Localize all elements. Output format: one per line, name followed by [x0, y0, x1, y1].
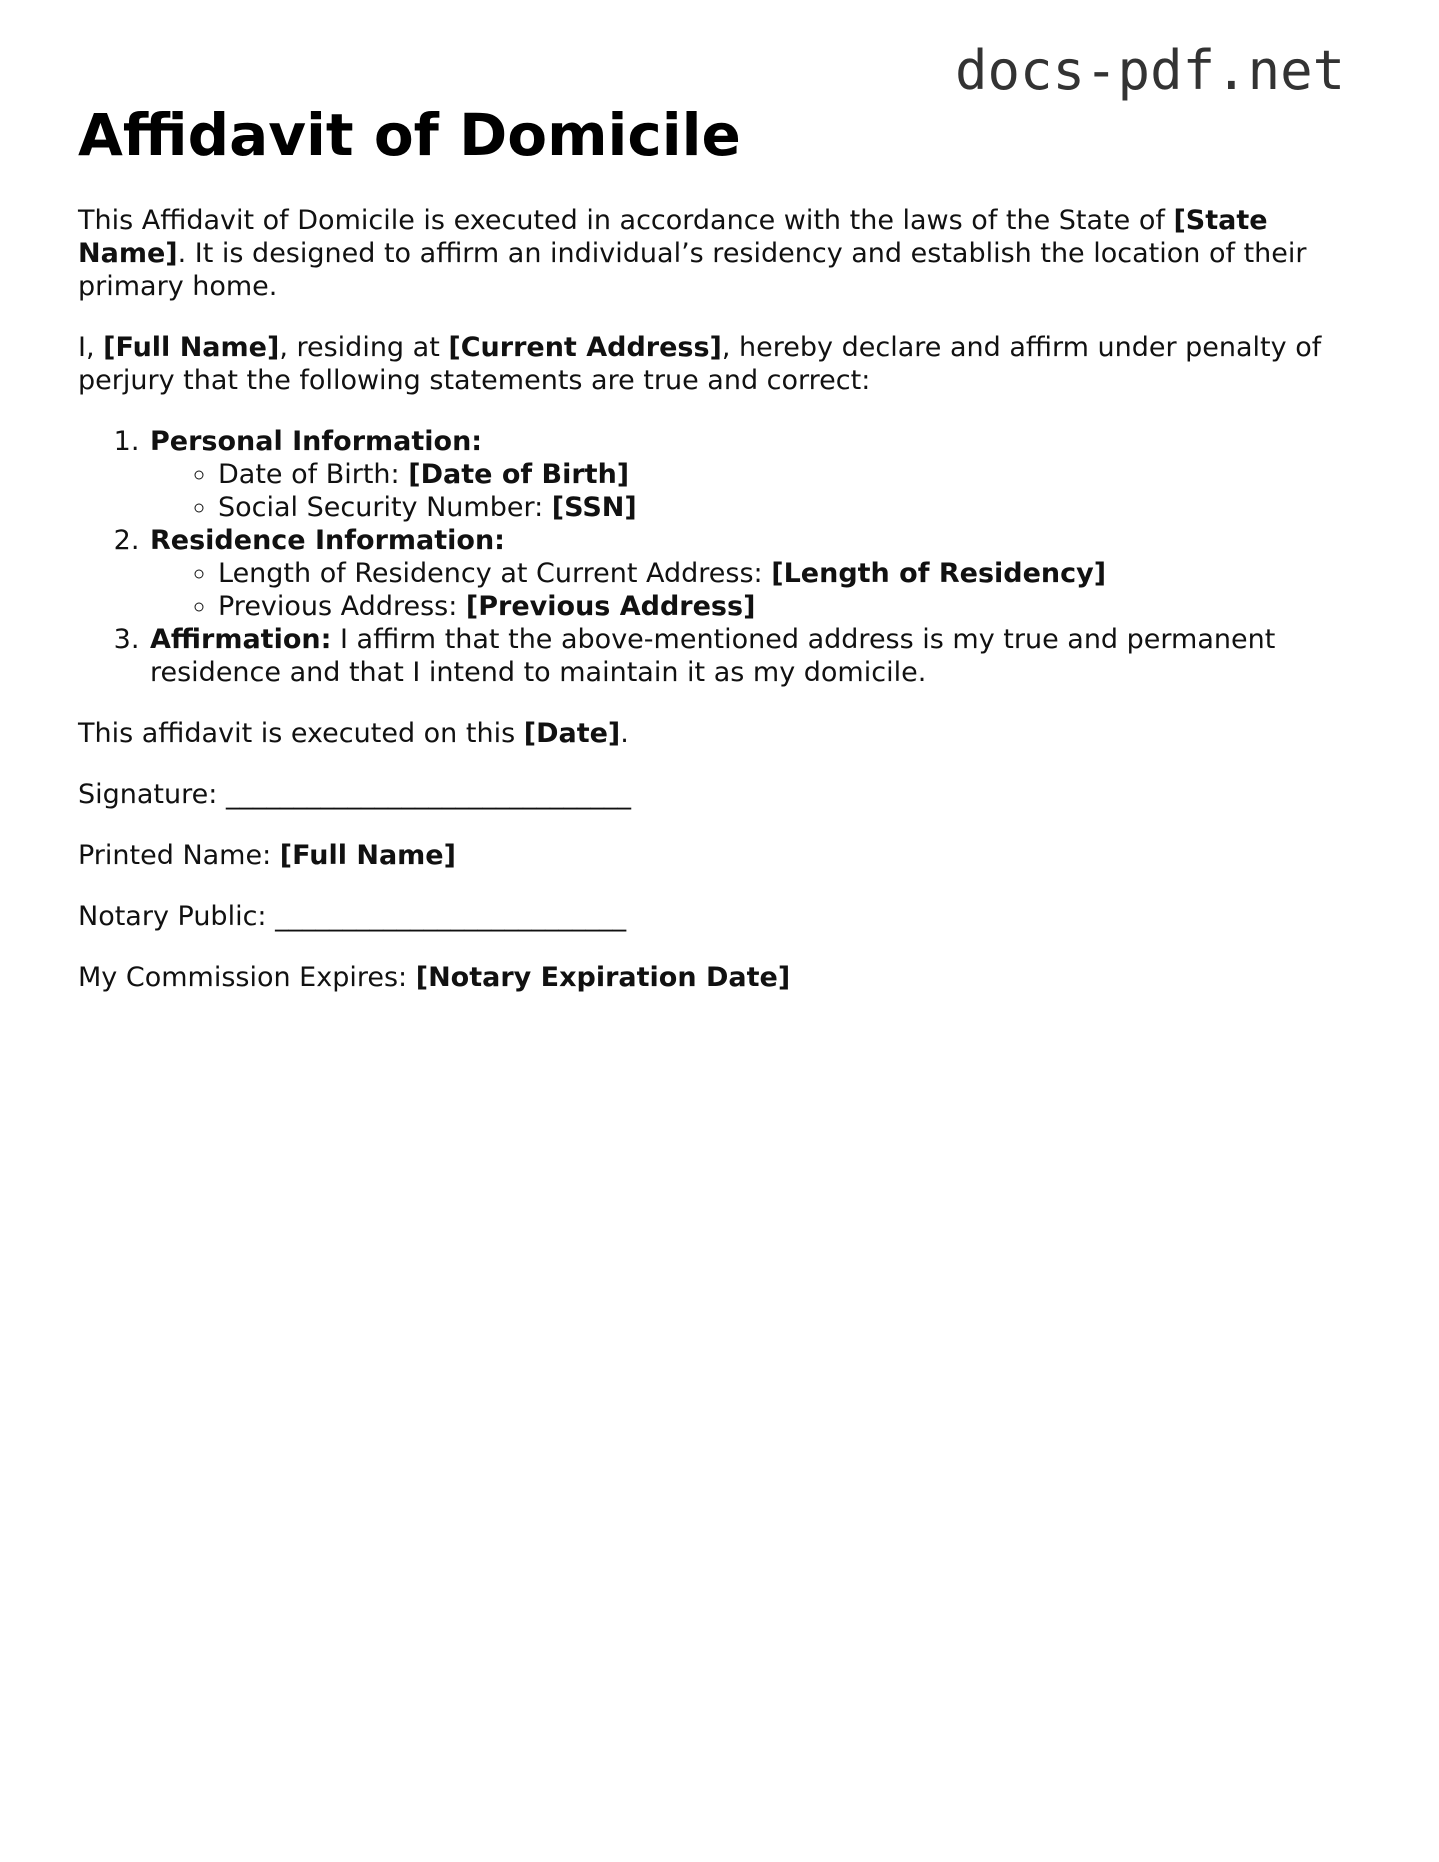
personal-information-heading: Personal Information: — [150, 426, 483, 457]
list-item-residence-information — [148, 524, 1368, 623]
previous-address-label: Previous Address: — [218, 591, 466, 622]
affirmation-heading: Affirmation: — [150, 624, 332, 655]
sub-item-ssn — [218, 491, 1368, 524]
intro-text-after: . It is designed to affirm an individual’s residency and establish the location of their primary home. — [78, 238, 1307, 302]
current-address-placeholder: [Current Address] — [448, 332, 722, 363]
signature-line — [78, 778, 1368, 811]
notary-expiration-placeholder: [Notary Expiration Date] — [415, 962, 791, 993]
residence-information-heading: Residence Information: — [150, 525, 505, 556]
execution-paragraph — [78, 717, 1368, 750]
declaration-paragraph — [78, 331, 1368, 397]
sub-item-length-of-residency — [218, 557, 1368, 590]
list-item-affirmation — [148, 623, 1368, 689]
ssn-label: Social Security Number: — [218, 492, 552, 523]
statement-list — [78, 425, 1368, 689]
notary-public-blank[interactable]: __________________________ — [275, 901, 627, 932]
commission-expires-line — [78, 961, 1368, 994]
notary-public-label: Notary Public: — [78, 901, 276, 932]
execution-text-before: This affidavit is executed on this — [78, 718, 524, 749]
ssn-placeholder: [SSN] — [551, 492, 637, 523]
date-of-birth-placeholder: [Date of Birth] — [408, 459, 630, 490]
printed-name-label: Printed Name: — [78, 840, 280, 871]
signature-label: Signature: — [78, 779, 226, 810]
declaration-middle: , residing at — [279, 332, 449, 363]
execution-text-after: . — [620, 718, 629, 749]
date-placeholder: [Date] — [523, 718, 621, 749]
commission-expires-label: My Commission Expires: — [78, 962, 416, 993]
sub-item-previous-address — [218, 590, 1368, 623]
length-of-residency-placeholder: [Length of Residency] — [771, 558, 1107, 589]
notary-public-line — [78, 900, 1368, 933]
affirmation-text: I affirm that the above-mentioned address is my true and permanent residence and that I intend to maintain it as my domicile. — [150, 624, 1276, 688]
state-name-placeholder: [State Name] — [78, 205, 1268, 269]
declaration-prefix: I, — [78, 332, 104, 363]
date-of-birth-label: Date of Birth: — [218, 459, 409, 490]
signature-blank[interactable]: ______________________________ — [225, 779, 631, 810]
printed-name-placeholder: [Full Name] — [279, 840, 456, 871]
residence-information-sublist — [150, 557, 1368, 623]
sub-item-date-of-birth — [218, 458, 1368, 491]
list-item-personal-information — [148, 425, 1368, 524]
intro-paragraph — [78, 204, 1368, 303]
document-body — [78, 100, 1368, 994]
intro-text-before: This Affidavit of Domicile is executed in accordance with the laws of the State of — [78, 205, 1174, 236]
declaration-suffix: , hereby declare and affirm under penalty of perjury that the following statements are true and correct: — [78, 332, 1322, 396]
printed-name-line — [78, 839, 1368, 872]
document-title: Affidavit of Domicile — [78, 101, 741, 169]
previous-address-placeholder: [Previous Address] — [465, 591, 756, 622]
watermark-text: docs-pdf.net — [955, 39, 1346, 102]
personal-information-sublist — [150, 458, 1368, 524]
full-name-placeholder: [Full Name] — [103, 332, 280, 363]
length-of-residency-label: Length of Residency at Current Address: — [218, 558, 772, 589]
